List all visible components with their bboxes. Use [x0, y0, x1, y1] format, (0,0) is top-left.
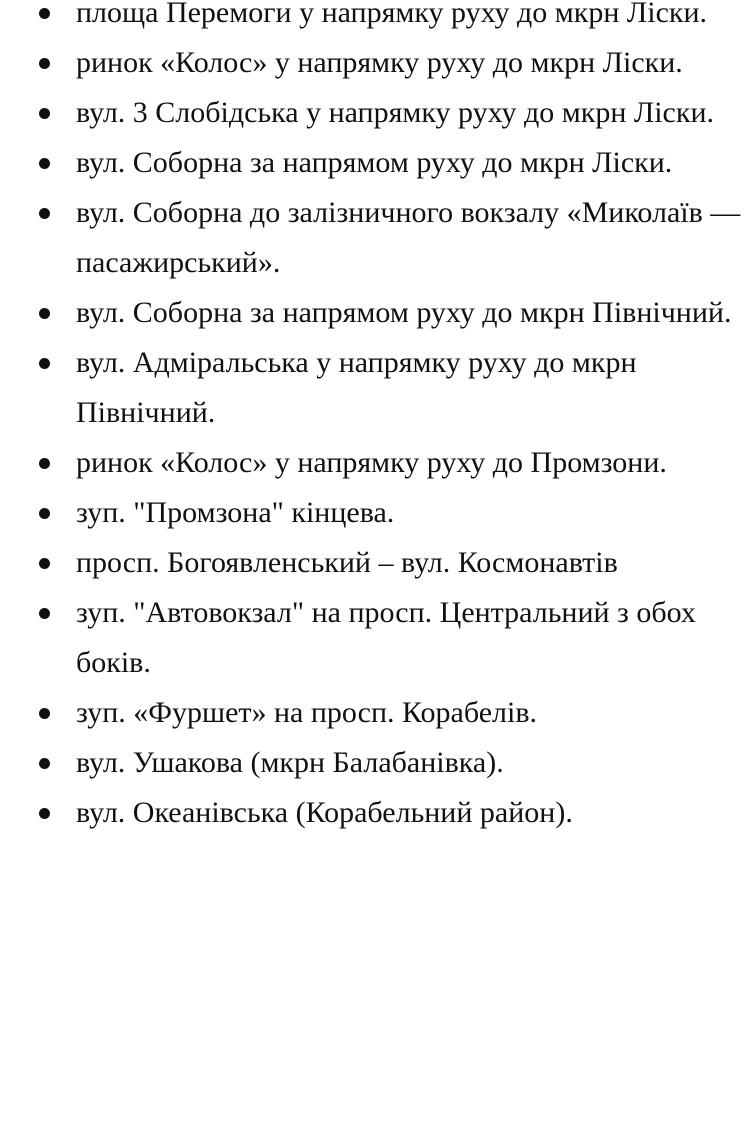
list-item-text: вул. Ушакова (мкрн Балабанівка).	[76, 746, 504, 779]
bullet-icon	[39, 708, 50, 719]
bullet-icon	[39, 58, 50, 69]
list-item	[0, 88, 749, 138]
bullet-icon	[39, 558, 50, 569]
list-item-text: ринок «Колос» у напрямку руху до мкрн Ліски.	[76, 46, 683, 79]
bullet-icon	[39, 758, 50, 769]
list-item-text: площа Перемоги у напрямку руху до мкрн Ліски.	[76, 0, 708, 29]
list-item-text: вул. Соборна за напрямом руху до мкрн Ліски.	[76, 146, 673, 179]
list-item-text: зуп. "Автовокзал" на просп. Центральний з обох боків.	[76, 596, 696, 679]
list-item-text: вул. Соборна до залізничного вокзалу «Миколаїв — пасажирський».	[76, 196, 741, 279]
bullet-icon	[39, 108, 50, 119]
list-item	[0, 688, 749, 738]
list-item	[0, 38, 749, 88]
list-item	[0, 588, 749, 688]
bullet-icon	[39, 458, 50, 469]
list-item-text: вул. 3 Слобідська у напрямку руху до мкрн Ліски.	[76, 96, 714, 129]
list-item	[0, 438, 749, 488]
bullet-icon	[39, 158, 50, 169]
bullet-icon	[39, 208, 50, 219]
list-item	[0, 138, 749, 188]
bullet-icon	[39, 808, 50, 819]
bullet-icon	[39, 608, 50, 619]
list-item-text: зуп. «Фуршет» на просп. Корабелів.	[76, 696, 538, 729]
bullet-icon	[39, 308, 50, 319]
bullet-icon	[39, 358, 50, 369]
list-item	[0, 788, 749, 838]
list-item	[0, 738, 749, 788]
list-item	[0, 538, 749, 588]
list-item	[0, 338, 749, 438]
list-item-text: вул. Океанівська (Корабельний район).	[76, 796, 573, 829]
list-item	[0, 288, 749, 338]
list-item-text: вул. Адміральська у напрямку руху до мкрн Північний.	[76, 346, 637, 429]
list-item-text: зуп. "Промзона" кінцева.	[76, 496, 395, 529]
bullet-icon	[39, 8, 50, 19]
list-item	[0, 188, 749, 288]
list-item-text: вул. Соборна за напрямом руху до мкрн Північний.	[76, 296, 732, 329]
bullet-icon	[39, 508, 50, 519]
list-item	[0, 0, 749, 38]
list-item-text: ринок «Колос» у напрямку руху до Промзони.	[76, 446, 667, 479]
list-item	[0, 488, 749, 538]
list-item-text: просп. Богоявленський – вул. Космонавтів	[76, 546, 618, 579]
